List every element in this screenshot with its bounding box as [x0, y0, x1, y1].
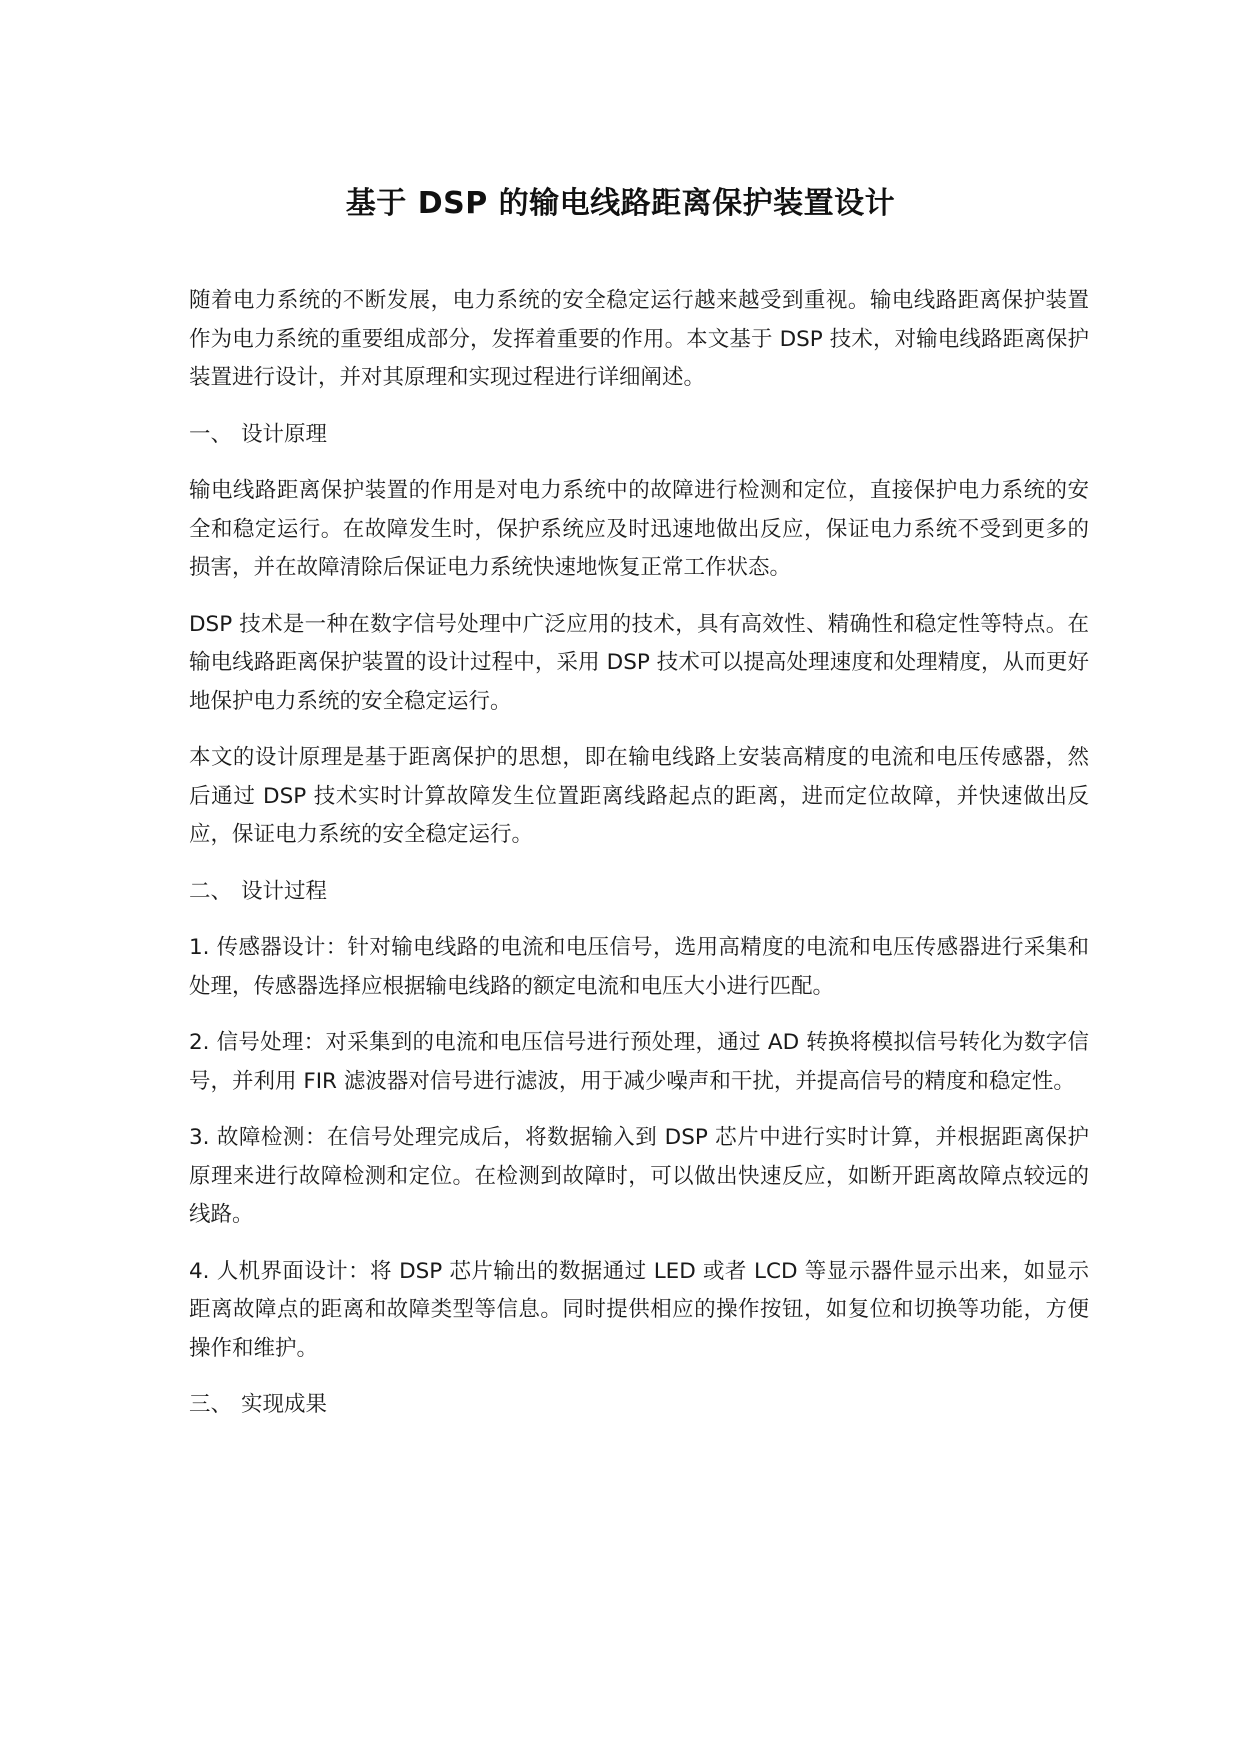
section-heading-1: [189, 416, 1089, 455]
section-heading-3: [189, 1386, 1089, 1425]
paragraph: 输电线路距离保护装置的作用是对电力系统中的故障进行检测和定位，直接保护电力系统的安全和稳定运行。在故障发生时，保护系统应及时迅速地做出反应，保证电力系统不受到更多的损害，并在故障清除后保证电力系统快速地恢复正常工作状态。: [189, 478, 1089, 580]
section-number: 一、: [189, 421, 233, 447]
section-title: 设计过程: [241, 878, 328, 904]
section-title: 设计原理: [241, 421, 328, 447]
section-heading-2: [189, 873, 1089, 912]
list-item-fault-detection: 3. 故障检测：在信号处理完成后，将数据输入到 DSP 芯片中进行实时计算，并根据距离保护原理来进行故障检测和定位。在检测到故障时，可以做出快速反应，如断开距离故障点较远的线路。: [189, 1125, 1089, 1227]
list-item-sensor-design: 1. 传感器设计：针对输电线路的电流和电压信号，选用高精度的电流和电压传感器进行采集和处理，传感器选择应根据输电线路的额定电流和电压大小进行匹配。: [189, 935, 1089, 999]
list-item-signal-processing: 2. 信号处理：对采集到的电流和电压信号进行预处理，通过 AD 转换将模拟信号转化为数字信号，并利用 FIR 滤波器对信号进行滤波，用于减少噪声和干扰，并提高信号的精度和稳定性。: [189, 1030, 1089, 1094]
document-title: 基于 DSP 的输电线路距离保护装置设计: [345, 186, 896, 221]
paragraph: 本文的设计原理是基于距离保护的思想，即在输电线路上安装高精度的电流和电压传感器，然后通过 DSP 技术实时计算故障发生位置距离线路起点的距离，进而定位故障，并快速做出反应，保证电力系统的安全稳定运行。: [189, 745, 1089, 847]
paragraph: DSP 技术是一种在数字信号处理中广泛应用的技术，具有高效性、精确性和稳定性等特点。在输电线路距离保护装置的设计过程中，采用 DSP 技术可以提高处理速度和处理精度，从而更好地保护电力系统的安全稳定运行。: [189, 611, 1089, 714]
section-title: 实现成果: [241, 1392, 328, 1417]
list-item-hmi-design: 4. 人机界面设计：将 DSP 芯片输出的数据通过 LED 或者 LCD 等显示器件显示出来，如显示距离故障点的距离和故障类型等信息。同时提供相应的操作按钮，如复位和切换等功能，方便操作和维护。: [189, 1258, 1089, 1361]
section-number: 二、: [189, 878, 233, 904]
paragraph-intro: 随着电力系统的不断发展，电力系统的安全稳定运行越来越受到重视。输电线路距离保护装置作为电力系统的重要组成部分，发挥着重要的作用。本文基于 DSP 技术，对输电线路距离保护装置进行设计，并对其原理和实现过程进行详细阐述。: [189, 288, 1089, 390]
section-number: 三、: [189, 1392, 233, 1417]
document-body: [189, 282, 1089, 1443]
